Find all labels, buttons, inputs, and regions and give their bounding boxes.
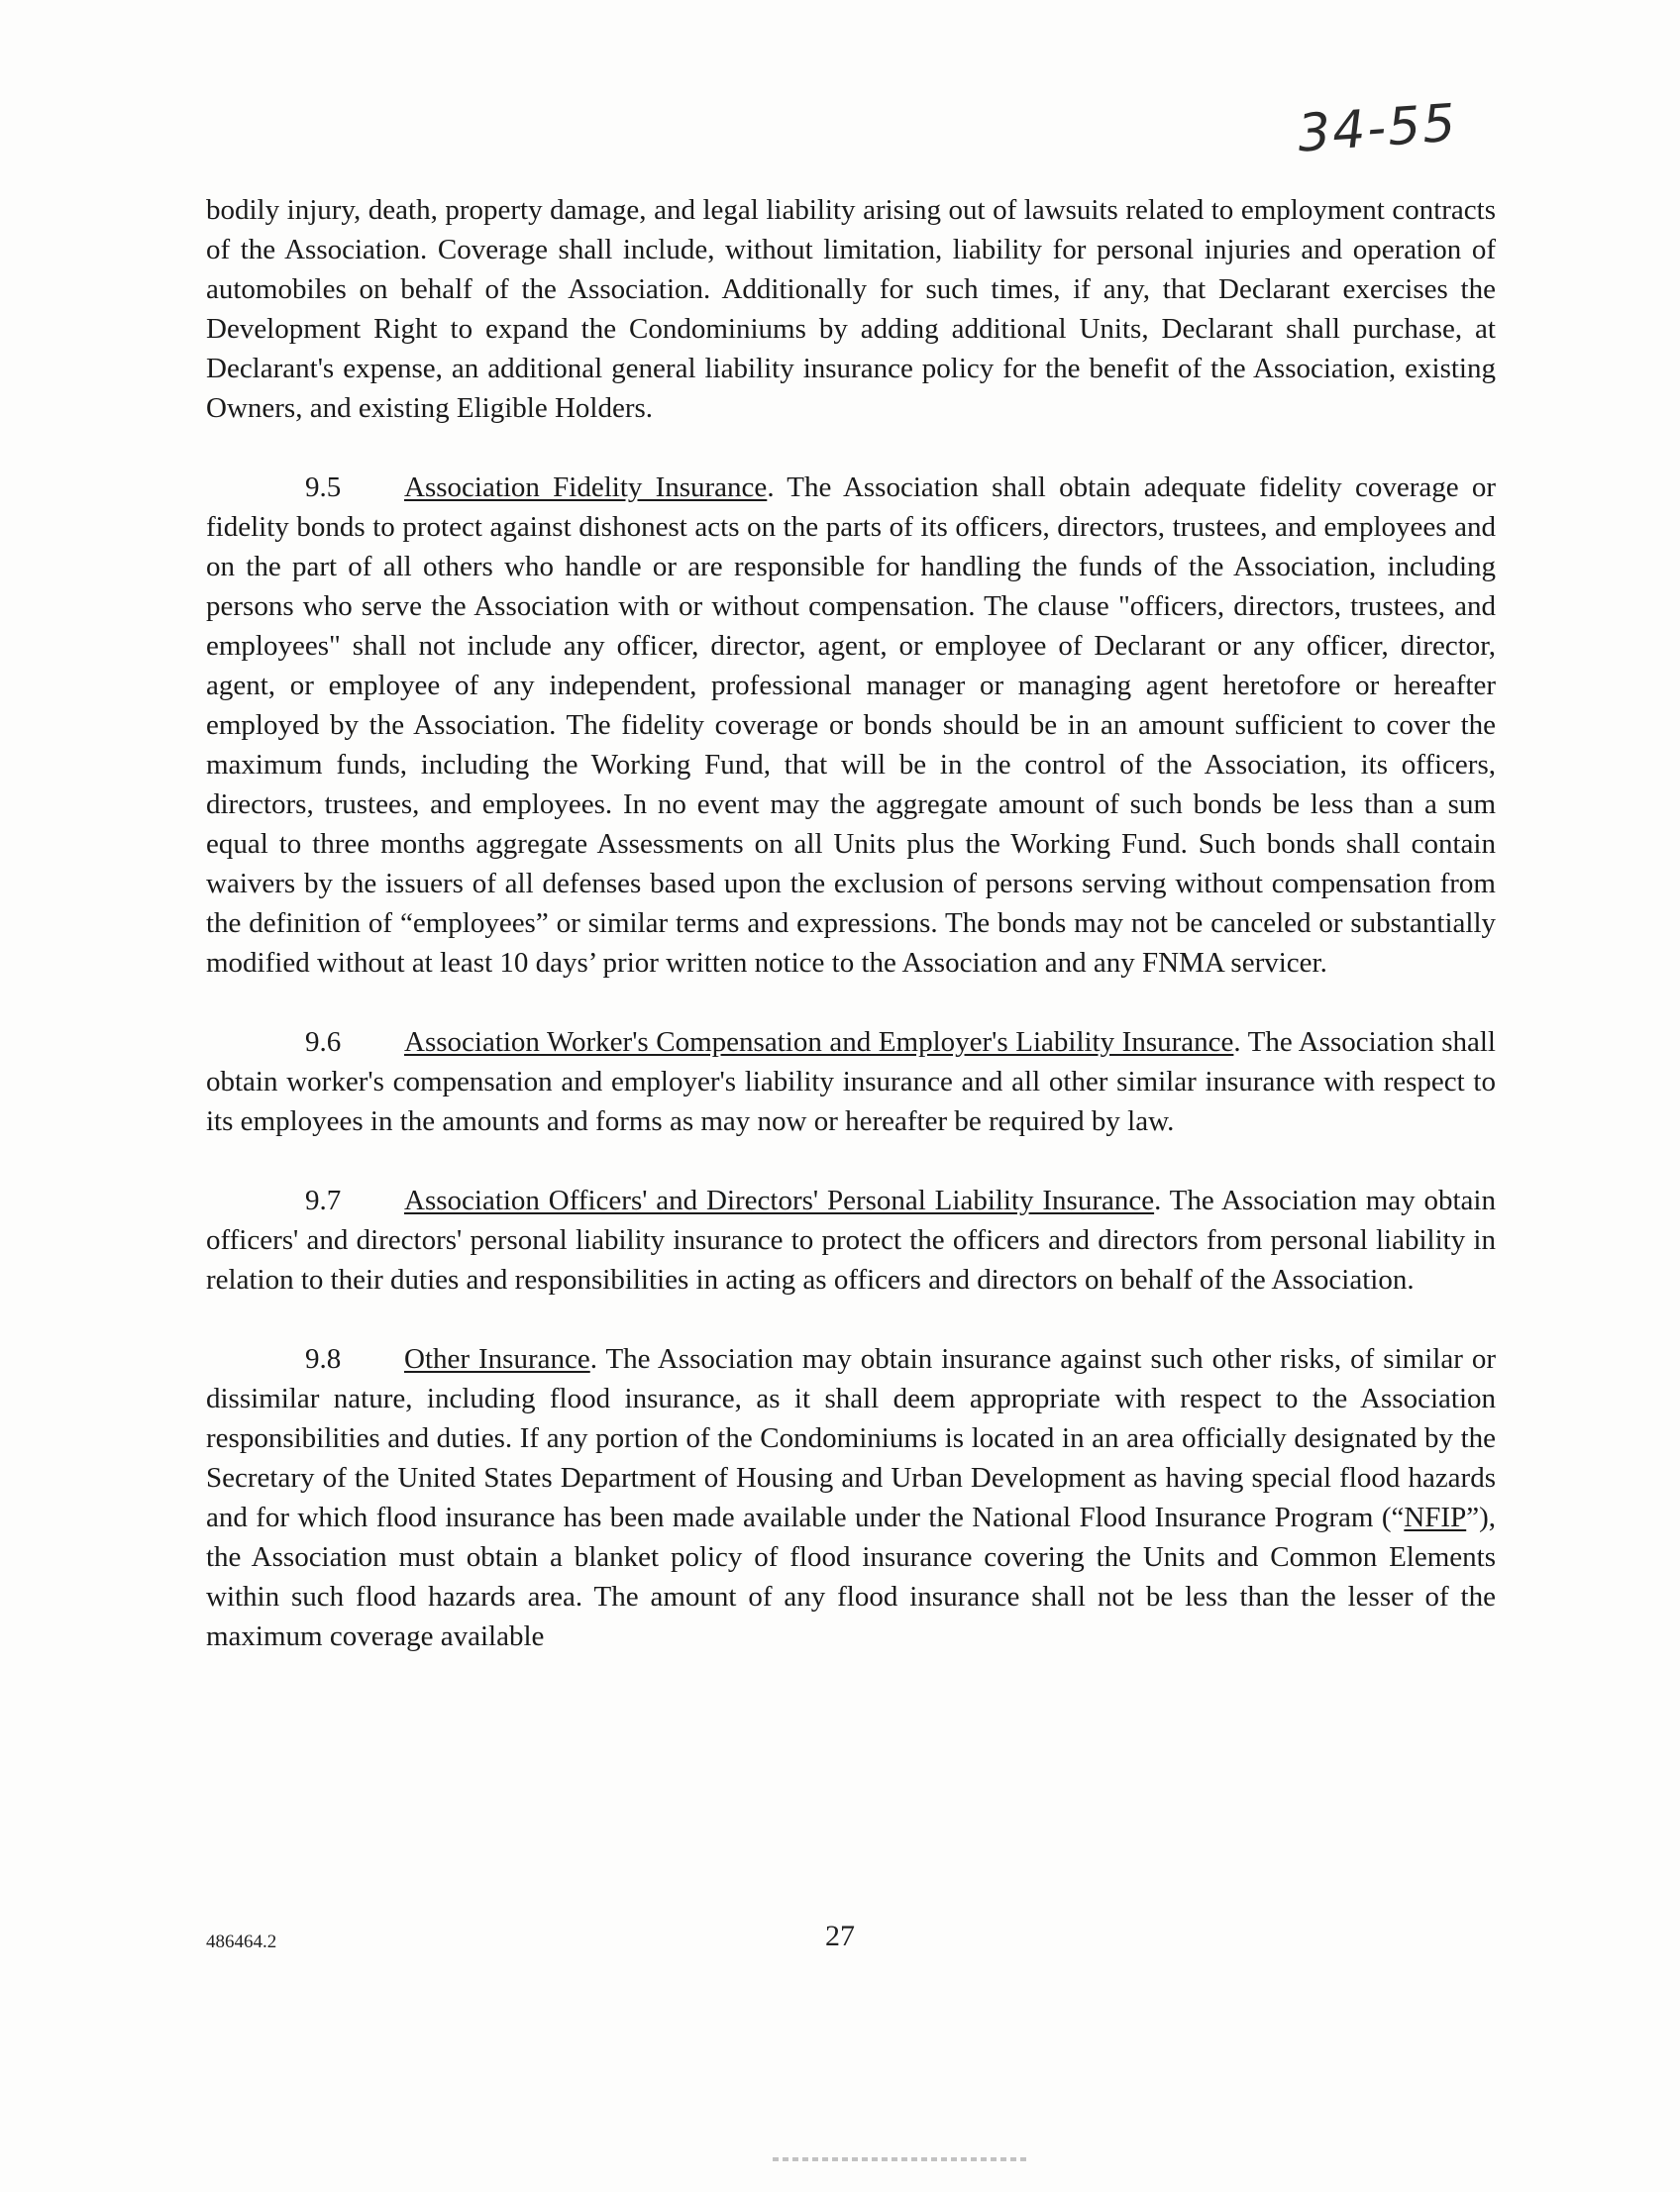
section-title: Other Insurance <box>404 1343 590 1375</box>
section-text: . The Association may obtain insurance against such other risks, of similar or dissimilar nature, including flood insurance, as it shall deem appropriate with respect to the Association responsibilities and duties. If any portion of the Condominiums is located in an area officially designated by the Secretary of the United States Department of Housing and Urban Development as having special flood hazards and for which flood insurance has been made available under the National Flood Insurance Program (“ <box>206 1343 1496 1533</box>
section-9-8 <box>206 1339 1496 1656</box>
section-number: 9.8 <box>305 1343 342 1375</box>
section-9-7 <box>206 1181 1496 1300</box>
document-body <box>206 190 1496 1696</box>
section-9-5 <box>206 468 1496 983</box>
section-title: Association Officers' and Directors' Personal Liability Insurance <box>404 1185 1155 1216</box>
section-title: Association Fidelity Insurance <box>404 471 768 503</box>
section-title: Association Worker's Compensation and Employer's Liability Insurance <box>404 1026 1234 1058</box>
document-id: 486464.2 <box>206 1931 277 1952</box>
section-text: . The Association shall obtain adequate fidelity coverage or fidelity bonds to protect against dishonest acts on the parts of its officers, directors, trustees, and employees and on the part of all others who handle or are responsible for handling the funds of the Association, including persons who serve the Association with or without compensation. The clause "officers, directors, trustees, and employees" shall not include any officer, director, agent, or employee of Declarant or any officer, director, agent, or employee of any independent, professional manager or managing agent heretofore or hereafter employed by the Association. The fidelity coverage or bonds should be in an amount sufficient to cover the maximum funds, including the Working Fund, that will be in the control of the Association, its officers, directors, trustees, and employees. In no event may the aggregate amount of such bonds be less than a sum equal to three months aggregate Assessments on all Units plus the Working Fund. Such bonds shall contain waivers by the issuers of all defenses based upon the exclusion of persons serving without compensation from the definition of “employees” or similar terms and expressions. The bonds may not be canceled or substantially modified without at least 10 days’ prior written notice to the Association and any FNMA servicer. <box>206 471 1497 979</box>
scan-artifact-line <box>773 2157 1030 2161</box>
defined-term-nfip: NFIP <box>1404 1502 1467 1533</box>
section-text: . The Association shall obtain worker's compensation and employer's liability insurance and all other similar insurance with respect to its employees in the amounts and forms as may now or hereafter be required by law. <box>206 1026 1496 1137</box>
section-text-continued: ”), the Association must obtain a blanket policy of flood insurance covering the Units and Common Elements within such flood hazards area. The amount of any flood insurance shall not be less than the lesser of the maximum coverage available <box>206 1502 1496 1652</box>
page-number: 27 <box>825 1920 855 1952</box>
section-number: 9.6 <box>305 1026 342 1058</box>
continued-paragraph: bodily injury, death, property damage, and legal liability arising out of lawsuits related to employment contracts of the Association. Coverage shall include, without limitation, liability for personal injuries and operation of automobiles on behalf of the Association. Additionally for such times, if any, that Declarant exercises the Development Right to expand the Condominiums by adding additional Units, Declarant shall purchase, at Declarant's expense, an additional general liability insurance policy for the benefit of the Association, existing Owners, and existing Eligible Holders. <box>206 194 1496 424</box>
section-number: 9.7 <box>305 1185 342 1216</box>
section-9-6 <box>206 1022 1496 1141</box>
handwritten-page-mark: 34-55 <box>1296 93 1460 164</box>
section-text: . The Association may obtain officers' and directors' personal liability insurance to protect the officers and directors from personal liability in relation to their duties and responsibilities in acting as officers and directors on behalf of the Association. <box>206 1185 1496 1296</box>
section-number: 9.5 <box>305 471 342 503</box>
